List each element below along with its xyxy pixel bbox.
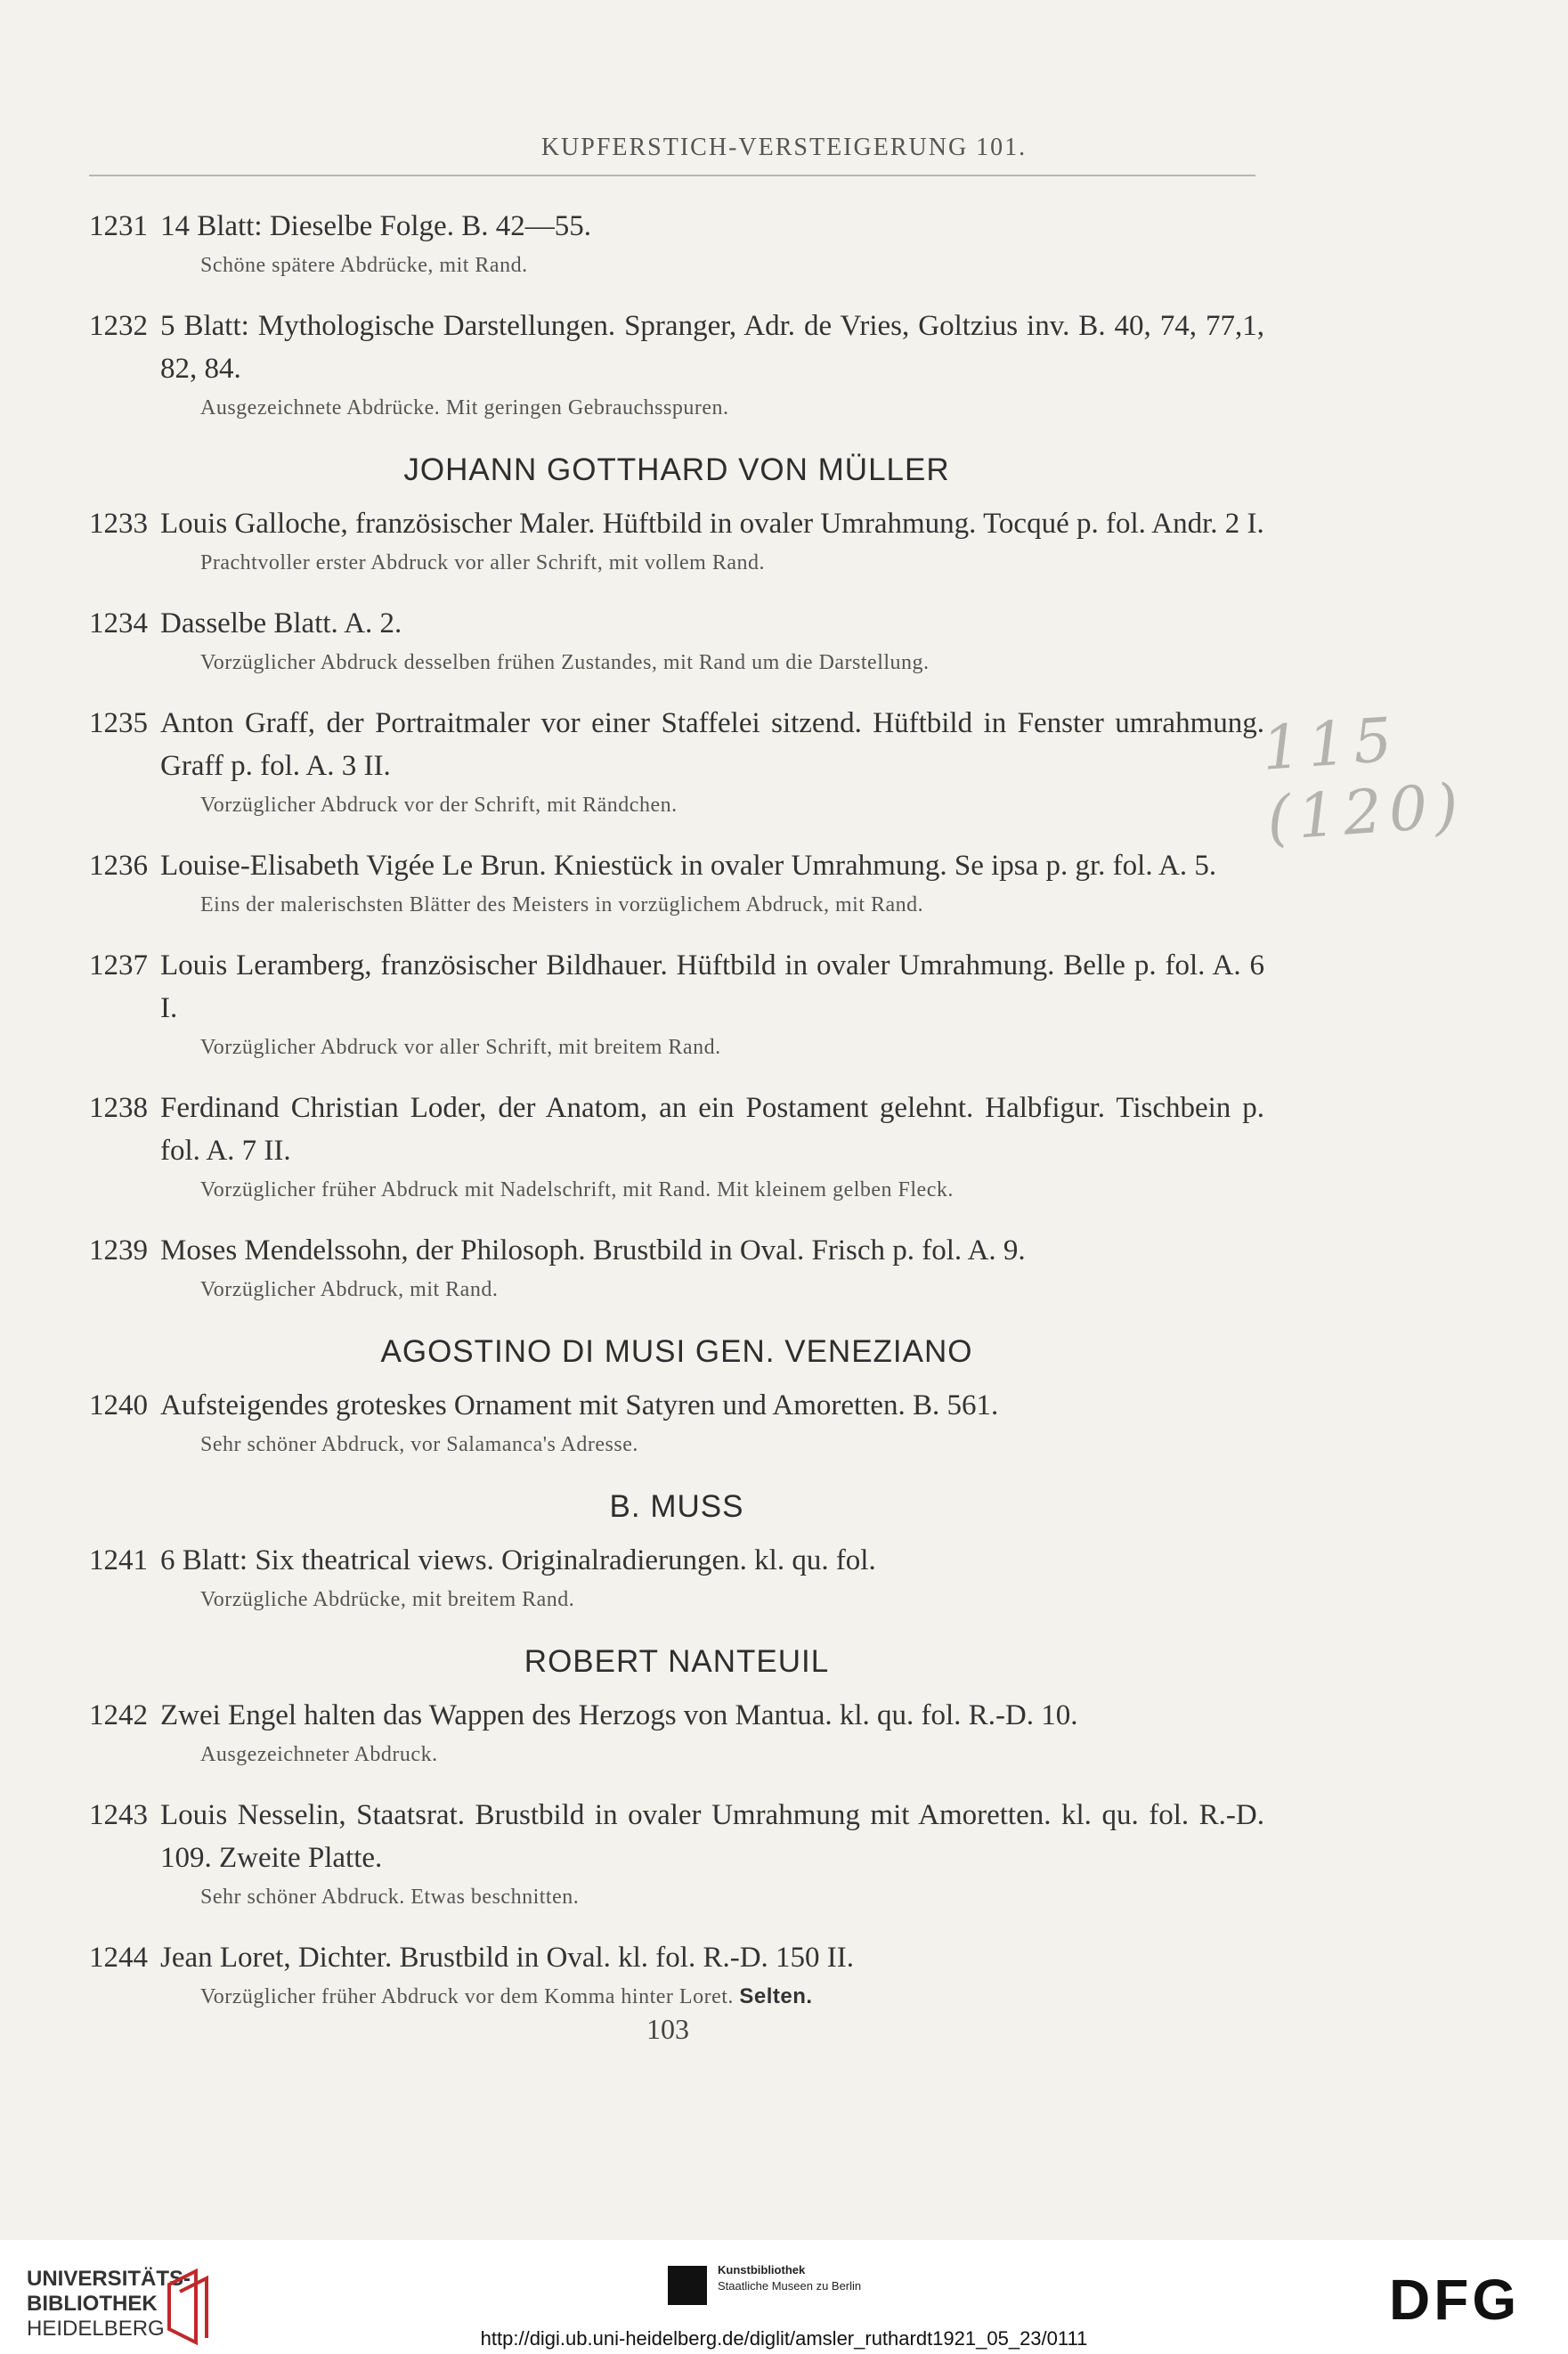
artist-heading: B. MUSS — [609, 1489, 744, 1524]
condition-note-text: Ausgezeichneter Abdruck. — [200, 1743, 438, 1766]
condition-note-text: Vorzüglicher früher Abdruck mit Nadelschrift, mit Rand. Mit kleinem gelben Fleck. — [200, 1178, 954, 1201]
artist-heading: JOHANN GOTTHARD VON MÜLLER — [403, 452, 950, 487]
lot-entry — [89, 1384, 1264, 1461]
lot-description — [89, 702, 1264, 787]
lot-description — [89, 944, 1264, 1030]
condition-note-text: Eins der malerischsten Blätter des Meisters in vorzüglichem Abdruck, mit Rand. — [200, 893, 924, 916]
lot-text: Aufsteigendes groteskes Ornament mit Satyren und Amoretten. B. 561. — [160, 1389, 999, 1421]
condition-note-text: Vorzüglicher früher Abdruck vor dem Komma hinter Loret. — [200, 1985, 734, 2008]
kb-name: Kunstbibliothek — [718, 2263, 806, 2277]
lot-description — [89, 1694, 1264, 1737]
lot-entry — [89, 1087, 1264, 1206]
condition-note — [89, 1981, 1264, 2013]
lot-text: 14 Blatt: Dieselbe Folge. B. 42—55. — [160, 210, 591, 242]
condition-note — [89, 889, 1264, 921]
artist-heading: ROBERT NANTEUIL — [524, 1644, 830, 1679]
condition-note — [89, 647, 1264, 679]
lot-entry — [89, 944, 1264, 1063]
logo-line-1: UNIVERSITÄTS- — [27, 2267, 191, 2291]
lot-description — [89, 1539, 1264, 1582]
lot-text: Louis Nesselin, Staatsrat. Brustbild in ovaler Umrahmung mit Amoretten. kl. qu. fol. R.-D. 109. Zweite Platte. — [160, 1799, 1264, 1874]
lot-entry — [89, 502, 1264, 579]
lot-number: 1243 — [89, 1799, 148, 1831]
condition-note — [89, 1174, 1264, 1206]
condition-note-text: Vorzüglicher Abdruck desselben frühen Zustandes, mit Rand um die Darstellung. — [200, 651, 930, 674]
condition-note — [89, 1739, 1264, 1771]
lot-number: 1238 — [89, 1092, 148, 1124]
lot-text: Moses Mendelssohn, der Philosoph. Brustbild in Oval. Frisch p. fol. A. 9. — [160, 1234, 1026, 1267]
condition-note — [89, 249, 1264, 281]
lot-number: 1241 — [89, 1544, 148, 1576]
lot-number: 1235 — [89, 707, 148, 739]
lot-number: 1239 — [89, 1234, 148, 1267]
condition-note — [89, 1584, 1264, 1616]
lot-number: 1242 — [89, 1699, 148, 1731]
condition-note — [89, 1274, 1264, 1306]
condition-note-text: Vorzüglicher Abdruck vor der Schrift, mit Rändchen. — [200, 794, 678, 817]
lot-entry — [89, 844, 1264, 921]
lot-text: Zwei Engel halten das Wappen des Herzogs von Mantua. kl. qu. fol. R.-D. 10. — [160, 1699, 1078, 1731]
footer-bar — [0, 2240, 1568, 2354]
condition-note — [89, 1031, 1264, 1063]
condition-note — [89, 392, 1264, 424]
lot-text: Louis Leramberg, französischer Bildhauer. Hüftbild in ovaler Umrahmung. Belle p. fol. A. 6 I. — [160, 949, 1264, 1024]
condition-note-text: Vorzüglicher Abdruck, mit Rand. — [200, 1278, 499, 1301]
lot-description — [89, 1087, 1264, 1172]
logo-line-3: HEIDELBERG — [27, 2317, 165, 2341]
lot-text: Dasselbe Blatt. A. 2. — [160, 607, 402, 639]
condition-note-text: Sehr schöner Abdruck, vor Salamanca's Adresse. — [200, 1433, 638, 1456]
artist-heading: AGOSTINO DI MUSI GEN. VENEZIANO — [380, 1334, 973, 1369]
rarity-mark: Selten. — [739, 1984, 813, 2008]
lot-text: 6 Blatt: Six theatrical views. Originalradierungen. kl. qu. fol. — [160, 1544, 876, 1576]
lot-entry — [89, 702, 1264, 821]
lot-text: Louise-Elisabeth Vigée Le Brun. Kniestück in ovaler Umrahmung. Se ipsa p. gr. fol. A. 5. — [160, 850, 1217, 882]
condition-note-text: Vorzüglicher Abdruck vor aller Schrift, mit breitem Rand. — [200, 1036, 721, 1059]
lot-entry — [89, 1794, 1264, 1913]
kunstbibliothek-logo[interactable] — [668, 2262, 917, 2316]
kunstbibliothek-icon — [668, 2266, 707, 2305]
lot-number: 1232 — [89, 310, 148, 342]
condition-note — [89, 789, 1264, 821]
lot-text: Anton Graff, der Portraitmaler vor einer Staffelei sitzend. Hüftbild in Fenster umrahmung. Graff p. fol. A. 3 II. — [160, 707, 1264, 782]
lot-number: 1240 — [89, 1389, 148, 1421]
lot-description — [89, 1936, 1264, 1979]
lot-description — [89, 1229, 1264, 1272]
lot-description — [89, 844, 1264, 887]
lot-number: 1234 — [89, 607, 148, 639]
dfg-logo[interactable]: DFG — [1389, 2268, 1521, 2332]
lot-text: Jean Loret, Dichter. Brustbild in Oval. kl. fol. R.-D. 150 II. — [160, 1942, 855, 1974]
lot-entry — [89, 305, 1264, 424]
lot-number: 1233 — [89, 508, 148, 540]
condition-note-text: Sehr schöner Abdruck. Etwas beschnitten. — [200, 1886, 580, 1909]
handwritten-margin-note: 115 (120) — [1259, 705, 1468, 855]
lot-number: 1236 — [89, 850, 148, 882]
lot-number: 1244 — [89, 1942, 148, 1974]
permalink-url[interactable]: http://digi.ub.uni-heidelberg.de/diglit/amsler_ruthardt1921_05_23/0111 — [480, 2327, 1088, 2350]
kb-subtitle: Staatliche Museen zu Berlin — [718, 2279, 862, 2293]
condition-note — [89, 1881, 1264, 1913]
lot-entry — [89, 1539, 1264, 1616]
condition-note-text: Vorzügliche Abdrücke, mit breitem Rand. — [200, 1588, 575, 1611]
lot-text: Louis Galloche, französischer Maler. Hüftbild in ovaler Umrahmung. Tocqué p. fol. Andr. 2 I. — [160, 508, 1264, 540]
lot-description — [89, 502, 1264, 545]
condition-note-text: Ausgezeichnete Abdrücke. Mit geringen Gebrauchsspuren. — [200, 396, 729, 419]
lot-description — [89, 205, 1264, 248]
condition-note-text: Schöne spätere Abdrücke, mit Rand. — [200, 254, 528, 277]
lot-entry — [89, 1936, 1264, 2013]
lot-text: Ferdinand Christian Loder, der Anatom, an ein Postament gelehnt. Halbfigur. Tischbein p. fol. A. 7 II. — [160, 1092, 1264, 1167]
lot-number: 1231 — [89, 210, 148, 242]
page-number: 103 — [646, 2013, 689, 2045]
header-rule — [89, 175, 1255, 176]
condition-note-text: Prachtvoller erster Abdruck vor aller Schrift, mit vollem Rand. — [200, 551, 766, 574]
condition-note — [89, 1429, 1264, 1461]
lot-number: 1237 — [89, 949, 148, 982]
lot-description — [89, 305, 1264, 390]
condition-note — [89, 547, 1264, 579]
lot-description — [89, 602, 1264, 645]
lot-text: 5 Blatt: Mythologische Darstellungen. Spranger, Adr. de Vries, Goltzius inv. B. 40, 74, 77,1, 82, 84. — [160, 310, 1264, 385]
catalogue-content — [89, 205, 1264, 2036]
lot-description — [89, 1384, 1264, 1427]
running-head: KUPFERSTICH-VERSTEIGERUNG 101. — [540, 134, 1028, 161]
lot-entry — [89, 205, 1264, 281]
lot-entry — [89, 1694, 1264, 1771]
lot-description — [89, 1794, 1264, 1879]
logo-line-2: BIBLIOTHEK — [27, 2292, 158, 2316]
lot-entry — [89, 1229, 1264, 1306]
lot-entry — [89, 602, 1264, 679]
